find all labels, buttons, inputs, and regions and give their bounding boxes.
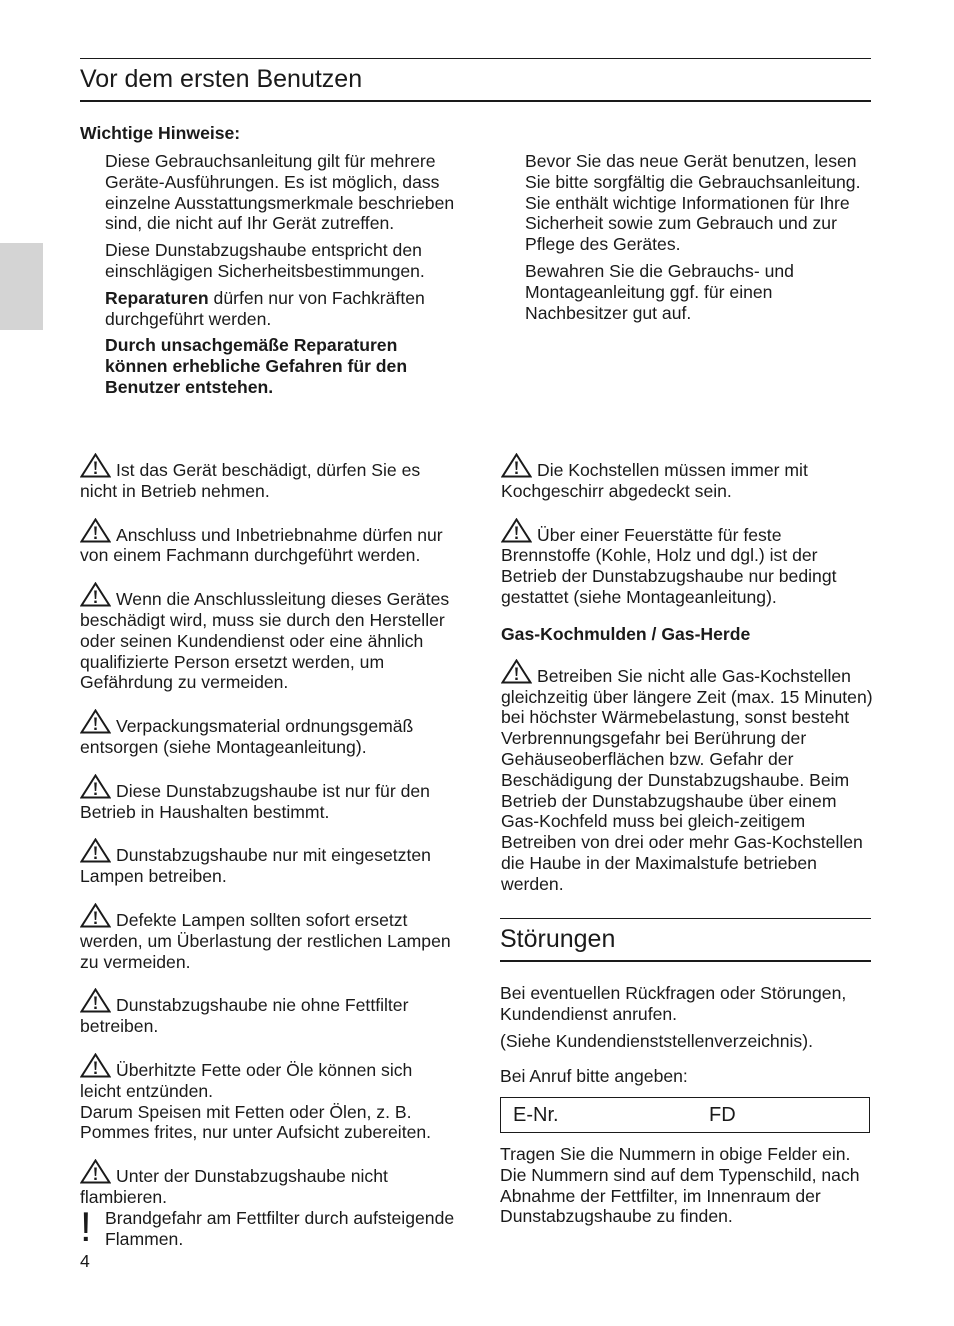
warning-triangle-icon <box>80 903 111 928</box>
warning-triangle-icon <box>80 518 111 543</box>
warning-item <box>501 453 876 502</box>
warning-text-content: Dunstabzugshaube nur mit eingesetzten Lampen betreiben. <box>80 845 431 887</box>
enr-label: E-Nr. <box>513 1104 559 1126</box>
warning-flambe-text: Unter der Dunstabzugshaube nicht flambieren. <box>80 1166 388 1207</box>
fire-hazard-text: Brandgefahr am Fettfilter durch aufsteigende Flammen. <box>105 1207 455 1249</box>
header-bottom-rule <box>80 100 871 102</box>
fd-label: FD <box>709 1104 736 1126</box>
stoerungen-body <box>500 983 872 1051</box>
repairs-text: dürfen nur von Fachkräften durchgeführt werden. <box>105 287 425 329</box>
important-notes-heading: Wichtige Hinweise: <box>80 123 241 143</box>
stoerungen-instructions: Tragen Sie die Nummern in obige Felder ein. Die Nummern sind auf dem Typenschild, nach Abnahme der Fettfilter, im Innenraum der Dunstabzugshaube zu finden. <box>500 1144 860 1227</box>
intro-left-column <box>105 151 455 398</box>
gas-warning-text: Betreiben Sie nicht alle Gas-Kochstellen gleichzeitig über längere Zeit (max. 15 Minuten) bei höchster Wärmebelastung, sonst besteht Verbrennungsgefahr bei Berührung der Gehäuseoberflächen bzw. Gefahr der Beschädigung der Dunstabzugshaube. Beim Betrieb der Dunstabzugshaube über einem Gas-Kochfeld muss bei gleich-zeitigem Betreiben von drei oder mehr Gas-Kochstellen die Haube in der Maximalstufe betrieben werden. <box>501 665 873 894</box>
exclamation-mark-icon: ! <box>80 1202 92 1250</box>
warning-text <box>80 518 455 567</box>
warning-text <box>80 453 455 502</box>
warning-item <box>501 518 876 608</box>
stoerungen-paragraph: (Siehe Kundendienststellenverzeichnis). <box>500 1030 813 1051</box>
warnings-left-column <box>80 453 455 1249</box>
warning-text-content: Die Kochstellen müssen immer mit Kochgeschirr abgedeckt sein. <box>501 460 808 501</box>
warning-text-content: Über einer Feuerstätte für feste Brennstoffe (Kohle, Holz und dgl.) ist der Betrieb der Dunstabzugshaube nur bedingt gestattet (siehe Montageanleitung). <box>501 524 837 607</box>
warning-item <box>80 988 455 1037</box>
warning-text <box>80 1053 455 1102</box>
warning-triangle-icon <box>80 774 111 799</box>
warning-item <box>80 1053 455 1143</box>
warning-item <box>80 582 455 693</box>
warning-triangle-icon <box>80 453 111 478</box>
intro-paragraph-repairs <box>105 288 455 330</box>
stoerungen-top-rule <box>500 918 871 919</box>
warning-item <box>501 659 876 895</box>
warning-item <box>80 709 455 758</box>
header-top-rule <box>80 58 871 59</box>
warning-text <box>80 838 455 887</box>
warning-item <box>80 774 455 823</box>
warning-item <box>80 1159 455 1208</box>
warning-triangle-icon <box>501 659 532 684</box>
fire-hazard-note <box>80 1202 455 1250</box>
intro-paragraph: Diese Gebrauchsanleitung gilt für mehrere Geräte-Ausführungen. Es ist möglich, dass einzelne Ausstattungsmerkmale beschrieben sind, die nicht auf Ihr Gerät zutreffen. <box>105 151 455 234</box>
warning-item <box>80 518 455 567</box>
warning-text <box>80 709 455 758</box>
warning-text-content: Anschluss und Inbetriebnahme dürfen nur von einem Fachmann durchgeführt werden. <box>80 524 443 566</box>
intro-paragraph: Diese Dunstabzugshaube entspricht den einschlägigen Sicherheitsbestimmungen. <box>105 240 425 281</box>
warnings-right-column <box>501 453 876 895</box>
warning-text <box>80 582 455 693</box>
warning-oil-line2: Darum Speisen mit Fetten oder Ölen, z. B. Pommes frites, nur unter Aufsicht zubereiten. <box>80 1101 432 1143</box>
warning-triangle-icon <box>80 988 111 1013</box>
warning-triangle-icon <box>80 582 111 607</box>
stoerungen-call-info: Bei Anruf bitte angeben: <box>500 1066 688 1086</box>
warning-text <box>80 903 455 972</box>
warning-triangle-icon <box>80 1053 111 1078</box>
page-title: Vor dem ersten Benutzen <box>80 65 363 93</box>
warning-oil-line1: Überhitzte Fette oder Öle können sich leicht entzünden. <box>80 1059 413 1101</box>
warning-text <box>80 988 455 1037</box>
warning-triangle-icon <box>80 709 111 734</box>
intro-paragraph: Bevor Sie das neue Gerät benutzen, lesen Sie bitte sorgfältig die Gebrauchsanleitung. Sie enthält wichtige Informationen für Ihre Sicherheit sowie zum Gebrauch und zur Pflege des Gerätes. <box>525 151 861 255</box>
side-tab-marker <box>0 243 43 330</box>
warning-triangle-icon <box>501 453 532 478</box>
intro-danger-paragraph: Durch unsachgemäße Reparaturen können erhebliche Gefahren für den Benutzer entstehen. <box>105 335 408 397</box>
intro-right-column <box>525 151 875 323</box>
warning-triangle-icon <box>501 518 532 543</box>
stoerungen-title: Störungen <box>500 925 616 953</box>
intro-paragraph: Bewahren Sie die Gebrauchs- und Montageanleitung ggf. für einen Nachbesitzer gut auf. <box>525 260 794 323</box>
warning-triangle-icon <box>80 838 111 863</box>
warning-item <box>80 838 455 887</box>
warning-text-content: Verpackungsmaterial ordnungsgemäß entsorgen (siehe Montageanleitung). <box>80 716 414 757</box>
warning-text-content: Ist das Gerät beschädigt, dürfen Sie es nicht in Betrieb nehmen. <box>80 460 421 501</box>
warning-text-content: Dunstabzugshaube nie ohne Fettfilter betreiben. <box>80 995 409 1037</box>
warning-text <box>501 453 876 502</box>
warning-text <box>80 1159 455 1208</box>
gas-heading: Gas-Kochmulden / Gas-Herde <box>501 623 751 644</box>
warning-item <box>80 453 455 502</box>
stoerungen-paragraph: Bei eventuellen Rückfragen oder Störungen, Kundendienst anrufen. <box>500 983 847 1024</box>
enr-fd-field-box[interactable] <box>500 1097 870 1133</box>
repairs-bold-label: Reparaturen <box>105 287 209 308</box>
warning-text-content: Defekte Lampen sollten sofort ersetzt werden, um Überlastung der restlichen Lampen zu vermeiden. <box>80 909 451 972</box>
stoerungen-bottom-rule <box>500 960 871 962</box>
warning-triangle-icon <box>80 1159 111 1184</box>
warning-text-content: Diese Dunstabzugshaube ist nur für den Betrieb in Haushalten bestimmt. <box>80 780 430 822</box>
warning-text-content: Wenn die Anschlussleitung dieses Gerätes beschädigt wird, muss sie durch den Hersteller oder seinen Kundendienst oder eine ähnlich qualifizierte Person ersetzt werden, um Gefährdung zu vermeiden. <box>80 589 450 693</box>
page-number: 4 <box>80 1251 90 1271</box>
warning-text <box>501 659 876 895</box>
warning-text <box>501 518 876 608</box>
warning-item <box>80 903 455 972</box>
warning-text <box>80 774 455 823</box>
